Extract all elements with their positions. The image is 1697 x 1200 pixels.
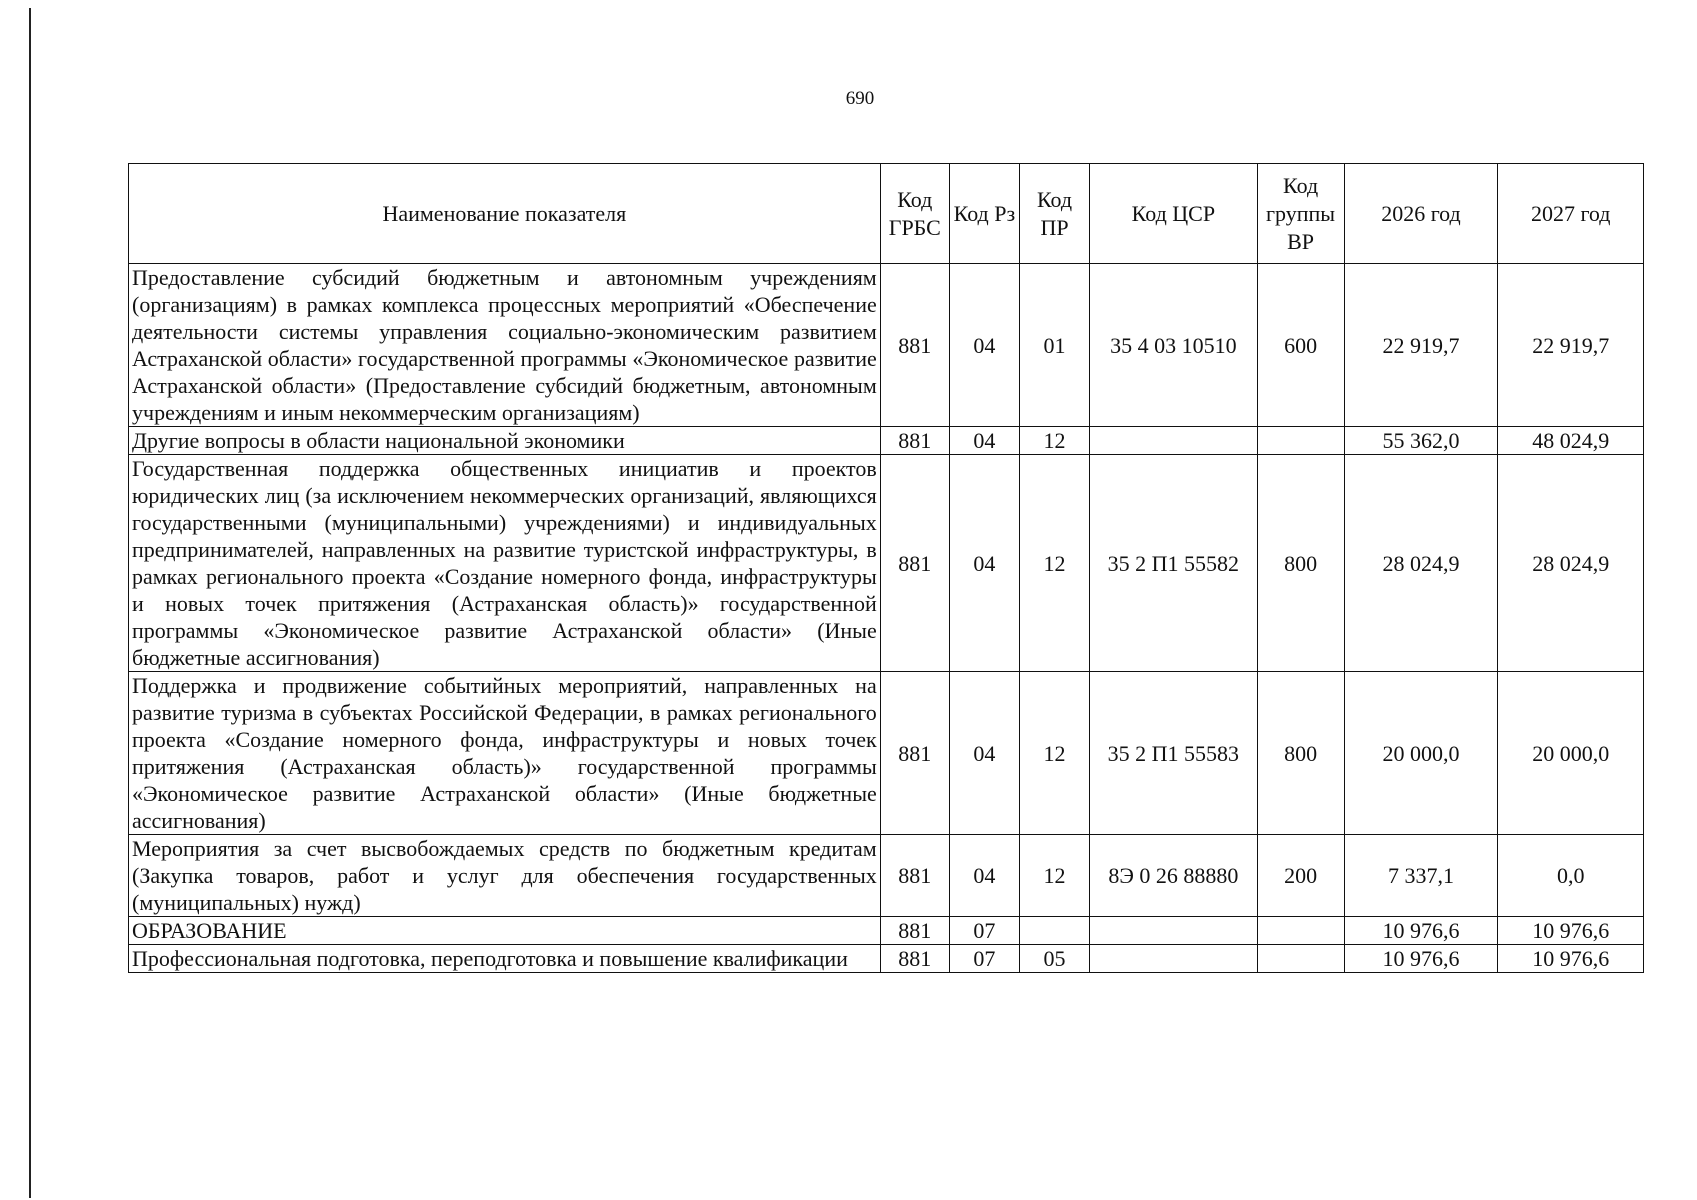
row-name: Профессиональная подготовка, переподготовка и повышение квалификации <box>129 945 881 973</box>
row-2026: 7 337,1 <box>1344 835 1498 917</box>
table-row <box>129 455 1644 672</box>
row-rz: 07 <box>949 917 1019 945</box>
row-name: Поддержка и продвижение событийных мероприятий, направленных на развитие туризма в субъектах Российской Федерации, в рамках регионального проекта «Создание номерного фонда, инфраструктуры и новых точек притяжения (Астраханская область)» государственной программы «Экономическое развитие Астраханской области» (Иные бюджетные ассигнования) <box>129 672 881 835</box>
row-vr: 200 <box>1257 835 1344 917</box>
row-pr: 12 <box>1019 672 1089 835</box>
binding-margin-line <box>29 8 31 1198</box>
row-2026: 22 919,7 <box>1344 264 1498 427</box>
row-grbs: 881 <box>880 917 949 945</box>
table-row <box>129 264 1644 427</box>
row-grbs: 881 <box>880 945 949 973</box>
table-row <box>129 945 1644 973</box>
row-2026: 28 024,9 <box>1344 455 1498 672</box>
row-csr: 35 4 03 10510 <box>1090 264 1258 427</box>
row-csr: 35 2 П1 55582 <box>1090 455 1258 672</box>
row-pr <box>1019 917 1089 945</box>
header-rz: Код Рз <box>949 164 1019 264</box>
budget-table <box>128 163 1644 973</box>
row-rz: 04 <box>949 672 1019 835</box>
row-name: Государственная поддержка общественных инициатив и проектов юридических лиц (за исключением некоммерческих организаций, являющихся государственными (муниципальными) учреждениями) и индивидуальных предпринимателей, направленных на развитие туристской инфраструктуры, в рамках регионального проекта «Создание номерного фонда, инфраструктуры и новых точек притяжения (Астраханская область)» государственной программы «Экономическое развитие Астраханской области» (Иные бюджетные ассигнования) <box>129 455 881 672</box>
row-2027: 22 919,7 <box>1498 264 1644 427</box>
row-pr: 12 <box>1019 835 1089 917</box>
row-vr: 800 <box>1257 455 1344 672</box>
header-grbs: Код ГРБС <box>880 164 949 264</box>
row-2026: 10 976,6 <box>1344 945 1498 973</box>
row-2027: 20 000,0 <box>1498 672 1644 835</box>
header-pr: Код ПР <box>1019 164 1089 264</box>
row-name: Предоставление субсидий бюджетным и автономным учреждениям (организациям) в рамках комплекса процессных мероприятий «Обеспечение деятельности системы управления социально-экономическим развитием Астраханской области» государственной программы «Экономическое развитие Астраханской области» (Предоставление субсидий бюджетным, автономным учреждениям и иным некоммерческим организациям) <box>129 264 881 427</box>
row-rz: 04 <box>949 427 1019 455</box>
row-grbs: 881 <box>880 264 949 427</box>
table-row <box>129 427 1644 455</box>
header-row <box>129 164 1644 264</box>
row-2027: 0,0 <box>1498 835 1644 917</box>
table-row <box>129 917 1644 945</box>
row-2026: 55 362,0 <box>1344 427 1498 455</box>
row-vr <box>1257 945 1344 973</box>
row-pr: 01 <box>1019 264 1089 427</box>
row-2027: 28 024,9 <box>1498 455 1644 672</box>
header-name: Наименование показателя <box>129 164 881 264</box>
row-csr: 8Э 0 26 88880 <box>1090 835 1258 917</box>
header-vr: Код группы ВР <box>1257 164 1344 264</box>
row-csr <box>1090 945 1258 973</box>
row-grbs: 881 <box>880 835 949 917</box>
row-name: ОБРАЗОВАНИЕ <box>129 917 881 945</box>
row-vr: 800 <box>1257 672 1344 835</box>
row-2027: 48 024,9 <box>1498 427 1644 455</box>
row-2026: 20 000,0 <box>1344 672 1498 835</box>
row-csr <box>1090 917 1258 945</box>
header-2027: 2027 год <box>1498 164 1644 264</box>
header-2026: 2026 год <box>1344 164 1498 264</box>
row-csr: 35 2 П1 55583 <box>1090 672 1258 835</box>
row-pr: 12 <box>1019 427 1089 455</box>
row-pr: 05 <box>1019 945 1089 973</box>
row-rz: 07 <box>949 945 1019 973</box>
row-grbs: 881 <box>880 455 949 672</box>
row-2027: 10 976,6 <box>1498 917 1644 945</box>
row-pr: 12 <box>1019 455 1089 672</box>
row-rz: 04 <box>949 264 1019 427</box>
table-row <box>129 672 1644 835</box>
table-row <box>129 835 1644 917</box>
row-grbs: 881 <box>880 427 949 455</box>
header-csr: Код ЦСР <box>1090 164 1258 264</box>
row-name: Мероприятия за счет высвобождаемых средств по бюджетным кредитам (Закупка товаров, работ и услуг для обеспечения государственных (муниципальных) нужд) <box>129 835 881 917</box>
row-rz: 04 <box>949 455 1019 672</box>
row-name: Другие вопросы в области национальной экономики <box>129 427 881 455</box>
row-vr <box>1257 427 1344 455</box>
page-number: 690 <box>845 88 875 109</box>
row-2026: 10 976,6 <box>1344 917 1498 945</box>
row-rz: 04 <box>949 835 1019 917</box>
row-vr <box>1257 917 1344 945</box>
row-vr: 600 <box>1257 264 1344 427</box>
row-grbs: 881 <box>880 672 949 835</box>
row-csr <box>1090 427 1258 455</box>
row-2027: 10 976,6 <box>1498 945 1644 973</box>
